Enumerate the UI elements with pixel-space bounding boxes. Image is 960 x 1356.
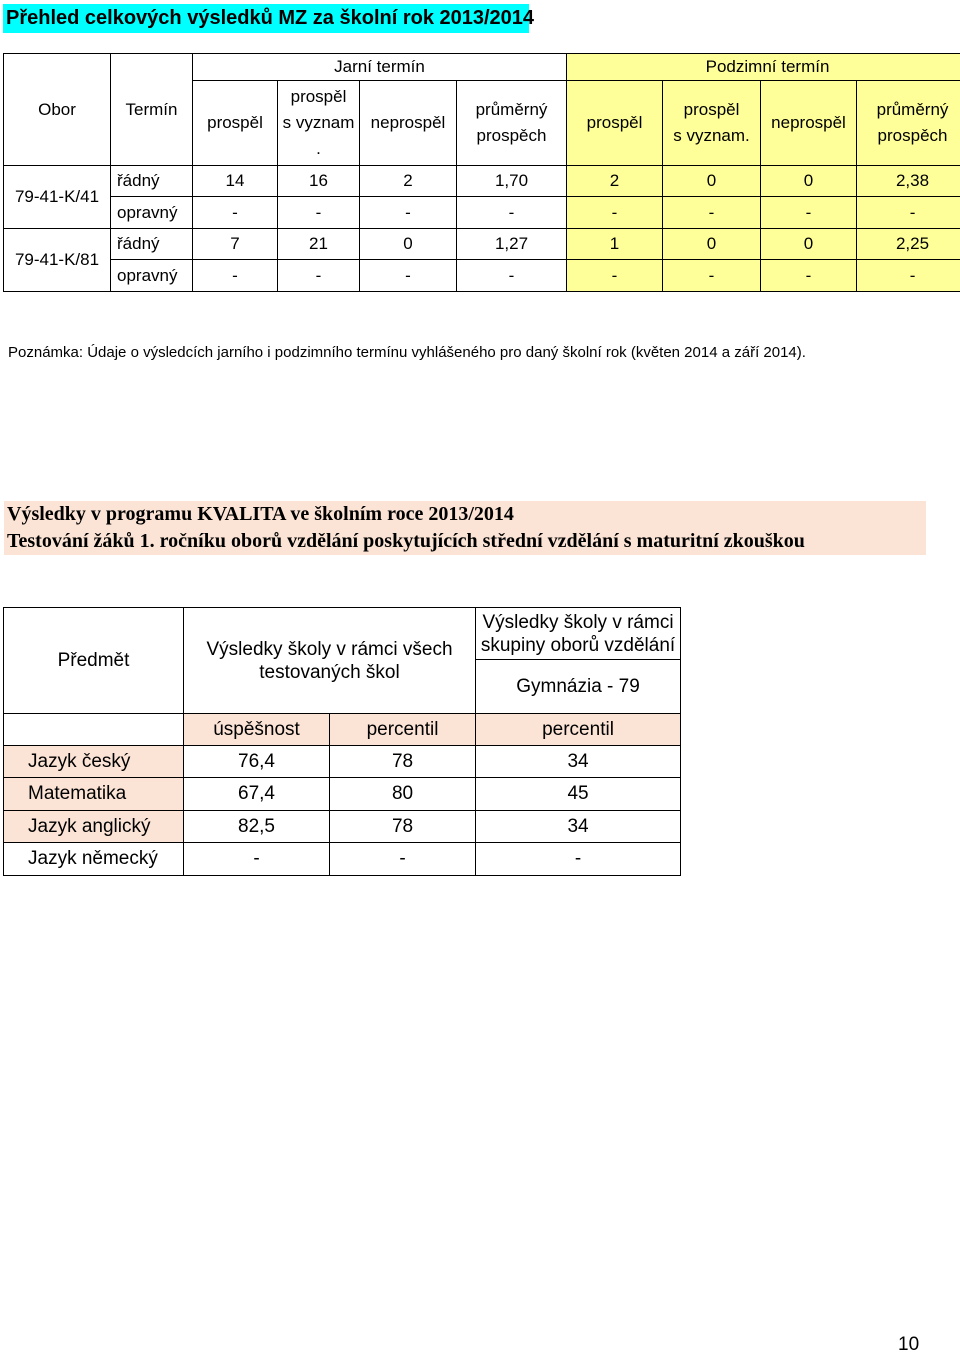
uspesnost-cell: 67,4 [184, 778, 330, 811]
header-obor: Obor [4, 54, 111, 166]
header-vsech-skol: Výsledky školy v rámci všech testovaných škol [184, 608, 476, 714]
percentil-cell: 78 [330, 811, 476, 843]
value-cell: 0 [663, 229, 761, 260]
empty-cell [4, 714, 184, 746]
page-title: Přehled celkových výsledků MZ za školní rok 2013/2014 [3, 4, 529, 33]
value-cell: 16 [278, 166, 360, 197]
termin-cell: řádný [111, 166, 193, 197]
percentil-cell: 78 [330, 746, 476, 778]
value-cell: 0 [761, 229, 857, 260]
header-podzim-neprospel: neprospěl [761, 81, 857, 166]
termin-cell: opravný [111, 197, 193, 229]
value-cell: - [278, 260, 360, 292]
value-cell: - [761, 260, 857, 292]
value-cell: - [567, 197, 663, 229]
percentil-cell: - [330, 843, 476, 876]
value-cell: 0 [663, 166, 761, 197]
value-cell: - [278, 197, 360, 229]
value-cell: - [193, 197, 278, 229]
header-termin: Termín [111, 54, 193, 166]
value-cell: - [761, 197, 857, 229]
value-cell: 1,70 [457, 166, 567, 197]
header-percentil-skupina: percentil [476, 714, 681, 746]
table-row [4, 811, 681, 843]
value-cell: 2 [360, 166, 457, 197]
table-row [4, 778, 681, 811]
termin-cell: opravný [111, 260, 193, 292]
subject-cell: Matematika [4, 778, 184, 811]
value-cell: - [857, 260, 960, 292]
table-row [4, 166, 960, 197]
value-cell: - [360, 197, 457, 229]
percentil-cell: 80 [330, 778, 476, 811]
value-cell: 14 [193, 166, 278, 197]
subject-cell: Jazyk německý [4, 843, 184, 876]
value-cell: - [857, 197, 960, 229]
value-cell: - [457, 260, 567, 292]
value-cell: - [567, 260, 663, 292]
header-jarni-prumerny-prospech: průměrný prospěch [457, 81, 567, 166]
termin-cell: řádný [111, 229, 193, 260]
value-cell: 2 [567, 166, 663, 197]
percentil-skupina-cell: 34 [476, 746, 681, 778]
subject-cell: Jazyk český [4, 746, 184, 778]
subject-cell: Jazyk anglický [4, 811, 184, 843]
value-cell: 2,25 [857, 229, 960, 260]
header-jarni-termin: Jarní termín [193, 54, 567, 81]
header-jarni-neprospel: neprospěl [360, 81, 457, 166]
value-cell: 1,27 [457, 229, 567, 260]
table-row [4, 197, 960, 229]
obor-cell: 79-41-K/41 [4, 166, 111, 229]
value-cell: - [663, 197, 761, 229]
table-row [4, 746, 681, 778]
header-jarni-prospel-s-vyznam: prospěl s vyznam . [278, 81, 360, 166]
page-number: 10 [898, 1334, 919, 1356]
value-cell: 2,38 [857, 166, 960, 197]
header-skupiny-oboru: Výsledky školy v rámci skupiny oborů vzdělání [476, 608, 681, 660]
header-podzim-prumerny-prospech: průměrný prospěch [857, 81, 960, 166]
uspesnost-cell: 82,5 [184, 811, 330, 843]
kvalita-heading-line2: Testování žáků 1. ročníku oborů vzdělání poskytujících střední vzdělání s maturitní zkouškou [7, 528, 926, 555]
header-predmet: Předmět [4, 608, 184, 714]
kvalita-heading-line1: Výsledky v programu KVALITA ve školním roce 2013/2014 [7, 501, 926, 528]
header-podzim-prospel-s-vyznam: prospěl s vyznam. [663, 81, 761, 166]
table-row [4, 843, 681, 876]
table-row [4, 260, 960, 292]
percentil-skupina-cell: 45 [476, 778, 681, 811]
kvalita-table [3, 607, 681, 876]
percentil-skupina-cell: 34 [476, 811, 681, 843]
uspesnost-cell: 76,4 [184, 746, 330, 778]
value-cell: 21 [278, 229, 360, 260]
kvalita-heading [4, 501, 926, 555]
value-cell: - [663, 260, 761, 292]
value-cell: 0 [360, 229, 457, 260]
header-podzim-prospel: prospěl [567, 81, 663, 166]
header-uspesnost: úspěšnost [184, 714, 330, 746]
value-cell: 0 [761, 166, 857, 197]
mz-results-table [3, 53, 960, 292]
percentil-skupina-cell: - [476, 843, 681, 876]
obor-cell: 79-41-K/81 [4, 229, 111, 292]
header-jarni-prospel: prospěl [193, 81, 278, 166]
table-row [4, 229, 960, 260]
uspesnost-cell: - [184, 843, 330, 876]
value-cell: 7 [193, 229, 278, 260]
header-podzimni-termin: Podzimní termín [567, 54, 960, 81]
value-cell: 1 [567, 229, 663, 260]
value-cell: - [193, 260, 278, 292]
value-cell: - [360, 260, 457, 292]
header-gymnazia: Gymnázia - 79 [476, 660, 681, 714]
note-text: Poznámka: Údaje o výsledcích jarního i podzimního termínu vyhlášeného pro daný školní rok (květen 2014 a září 2014). [8, 344, 806, 361]
header-percentil: percentil [330, 714, 476, 746]
value-cell: - [457, 197, 567, 229]
